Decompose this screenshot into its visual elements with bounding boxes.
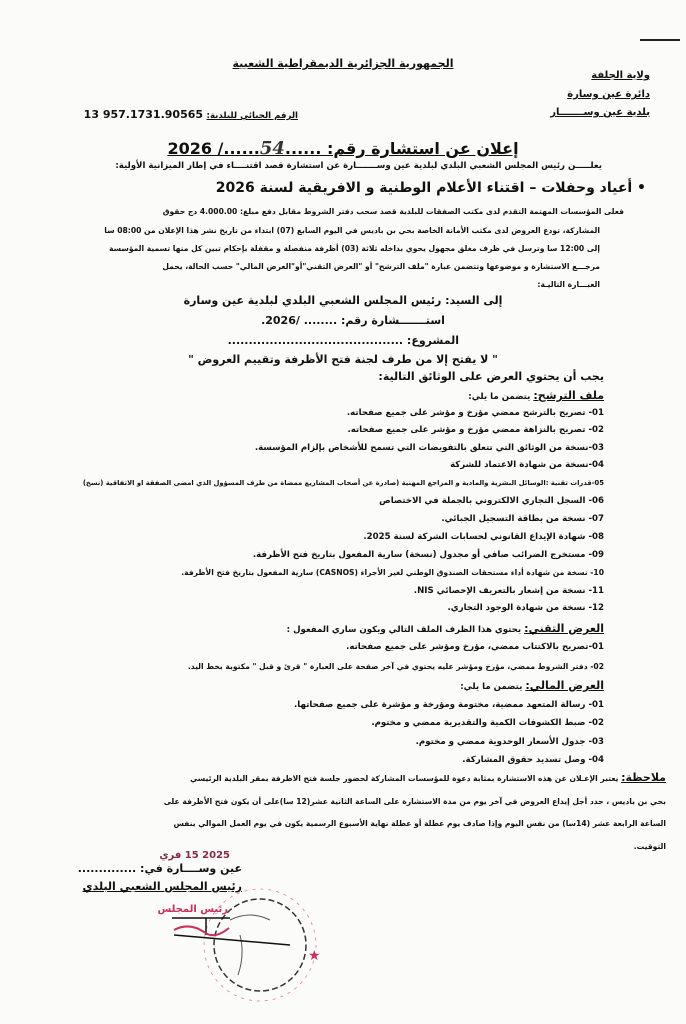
candidacy-item: 06- السجل التجاري الالكتروني بالجملة في الاختصاص: [379, 496, 604, 506]
financial-sub: يتضمن ما يلي:: [460, 682, 526, 692]
financial-item: 04- وصل تسديد حقوق المشاركة.: [462, 755, 604, 765]
scan-mark: [640, 39, 680, 41]
envelope-ref: استـــــــشارة رقم: ........ /2026.: [261, 314, 445, 327]
technical-sub: يحتوي هذا الظرف الملف التالي ويكون ساري المفعول :: [286, 625, 525, 635]
candidacy-item: 01- تصريح بالترشح ممضي مؤرخ و مؤشر على جميع صفحاته.: [346, 408, 604, 418]
daira: دائرة عين وسارة: [567, 89, 650, 100]
candidacy-item: 12- نسخة من شهادة الوجود التجاري.: [447, 603, 604, 613]
candidacy-item: 08- شهادة الإيداع القانوني لحسابات الشركة لسنة 2025.: [363, 532, 604, 542]
wilaya: ولاية الجلفة: [591, 70, 650, 81]
paragraph-line: العبـــارة التاليـة:: [537, 280, 600, 289]
stamp-month: فري: [159, 850, 182, 861]
financial-heading: [4, 679, 604, 693]
tax-label: الرقم الجبائي للبلدية:: [206, 111, 298, 121]
stamp-emblem: [230, 915, 270, 975]
signature-stroke: [174, 935, 290, 945]
note-label: ملاحظة:: [621, 771, 666, 784]
envelope-to: إلى السيد: رئيس المجلس الشعبي البلدي لبلدية عين وسارة: [183, 294, 503, 307]
financial-item: 01- رسالة المتعهد ممضية، مختومة ومؤرخة و مؤشرة على جميع صفحاتها.: [294, 700, 604, 710]
candidacy-item: 11- نسخة من إشعار بالتعريف الإحصائي NIS.: [413, 586, 604, 596]
tax-number: 957.1731.90565 13: [83, 108, 204, 121]
signatory-title: رئيس المجلس الشعبي البلدي: [82, 880, 242, 893]
candidacy-item: 02- تصريح بالنزاهة ممضي مؤرخ و مؤشر على جميع صفحاته.: [347, 425, 604, 435]
candidacy-item: 07- نسخة من بطاقة التسجيل الجبائي.: [441, 514, 604, 524]
intro-line: يعلـــــن رئيس المجلس الشعبي البلدي لبلدية عين وســـــــارة عن استشارة قصد اقتنــــاء في إطار الميزانية الأولية:: [115, 161, 602, 171]
note-line: التوقيت.: [633, 842, 666, 851]
candidacy-label: ملف الترشح:: [533, 389, 604, 402]
stamp-date: 2025 15: [181, 850, 230, 861]
paragraph-line: مرجـــع الاستشارة و موضوعها وتتضمن عبارة "ملف الترشح" أو "العرض التقني"أو"العرض المالي" حسب الحالة، يحمل: [162, 262, 600, 271]
stamp-handwriting: [174, 926, 229, 935]
paragraph-line: إلى 12:00 سا وترسل في ظرف مغلق مجهول يحوي بداخله ثلاثة (03) أظرفة منفصلة و مقفلة بإحكام تبين كل منها تسمية المؤسسة: [109, 244, 600, 253]
place-date: عين وســــارة في: ..............: [77, 862, 242, 875]
note-line: بحي بن باديس ، حدد أجل إيداع العروض في آخر يوم من مدة الاستشارة على الساعة الثانية عشر(12 سا)على أن يكون فتح الأظرفة على: [163, 797, 666, 806]
candidacy-item: 05-قدرات تقنية :الوسائل البشرية والمادية و المراجع المهنية (صادرة عن أصحاب المشاريع ممضاة من طرف المسؤول الذي امضى الصفقة او الاتفاقية (نسخ): [82, 479, 604, 487]
stamp-text: رئيس المجلس: [157, 904, 228, 915]
candidacy-heading: [4, 389, 604, 403]
candidacy-item: 10- نسخة من شهادة أداء مستحقات الصندوق الوطني لغير الأجراء (CASNOS) سارية المفعول بتاريخ فتح الأظرفة.: [181, 568, 604, 577]
paragraph-line: فعلى المؤسسات المهتمة التقدم لدى مكتب الصفقات للبلدية قصد سحب دفتر الشروط مقابل دفع مبلغ: 4.000.00 دج حقوق: [162, 207, 624, 216]
note-line: الساعة الرابعة عشر (14سا) من نفس اليوم وإذا صادف يوم عطلة أو عطلة نهاية الأسبوع الرسمية يكون في يوم العمل الموالي بنفس: [173, 819, 666, 828]
candidacy-item: 04-نسخة من شهادة الاعتماد للشركة: [450, 460, 604, 470]
date-stamp: [20, 850, 230, 862]
requirements-intro: يجب أن يحتوي العرض على الوثائق التالية:: [378, 370, 604, 383]
candidacy-item: 03-نسخة من الوثائق التي تتعلق بالتفويضات التي تسمح للأشخاص بإلزام المؤسسة.: [254, 443, 604, 453]
tax-id: [4, 108, 298, 122]
financial-label: العرض المالي:: [525, 679, 604, 692]
paragraph-line: المشاركة، تودع العروض لدى مكتب الأمانة الخاصة بحي بن باديس في اليوم السابع (07) ابتداء من تاريخ نشر هذا الإعلان من 08:00 سا: [104, 226, 600, 235]
envelope-notice: " لا يفتح إلا من طرف لجنة فتح الأظرفة وتقييم العروض ": [188, 353, 498, 366]
note-text: يعتبر الإعـلان عن هذه الاستشارة بمثابة دعوة للمؤسسات المشاركة لحضور جلسة فتح الاظرفة بمقر البلدية الرئيسي: [190, 774, 622, 783]
announcement-title: [150, 138, 536, 160]
subject-bullet: • أعياد وحفلات – اقتناء الأعلام الوطنية و الافريقية لسنة 2026: [215, 180, 646, 196]
financial-item: 03- جدول الأسعار الوحدوية ممضي و مختوم.: [415, 737, 604, 747]
republic-title: الجمهورية الجزائرية الديمقراطية الشعبية: [232, 57, 454, 70]
envelope-project: المشروع: ..........................................: [227, 334, 459, 347]
technical-item: 01-تصريح بالاكتتاب ممضي، مؤرخ ومؤشر على جميع صفحاته.: [346, 642, 604, 652]
technical-heading: [4, 622, 604, 636]
technical-label: العرض التقني:: [524, 622, 604, 635]
title-prefix: إعلان عن استشارة رقم: ......: [284, 139, 519, 158]
candidacy-sub: يتضمن ما يلي:: [468, 392, 534, 402]
title-suffix: ....../ 2026: [167, 139, 260, 158]
stamp-star: ★: [308, 948, 321, 964]
financial-item: 02- ضبط الكشوفات الكمية والتقديرية ممضي و مختوم.: [371, 718, 604, 728]
candidacy-item: 09- مستخرج الضرائب صافي أو مجدول (نسخة) سارية المفعول بتاريخ فتح الأظرفة.: [252, 550, 604, 560]
technical-item: 02- دفتر الشروط ممضي، مؤرخ ومؤشر عليه يحتوي في آخر صفحة على العبارة " قرئ و قبل " مكتوبة بخط اليد.: [187, 662, 604, 671]
note-line: [4, 771, 666, 785]
handwritten-number: 54: [259, 138, 285, 159]
commune: بلدية عين وســـــــار: [550, 107, 650, 118]
